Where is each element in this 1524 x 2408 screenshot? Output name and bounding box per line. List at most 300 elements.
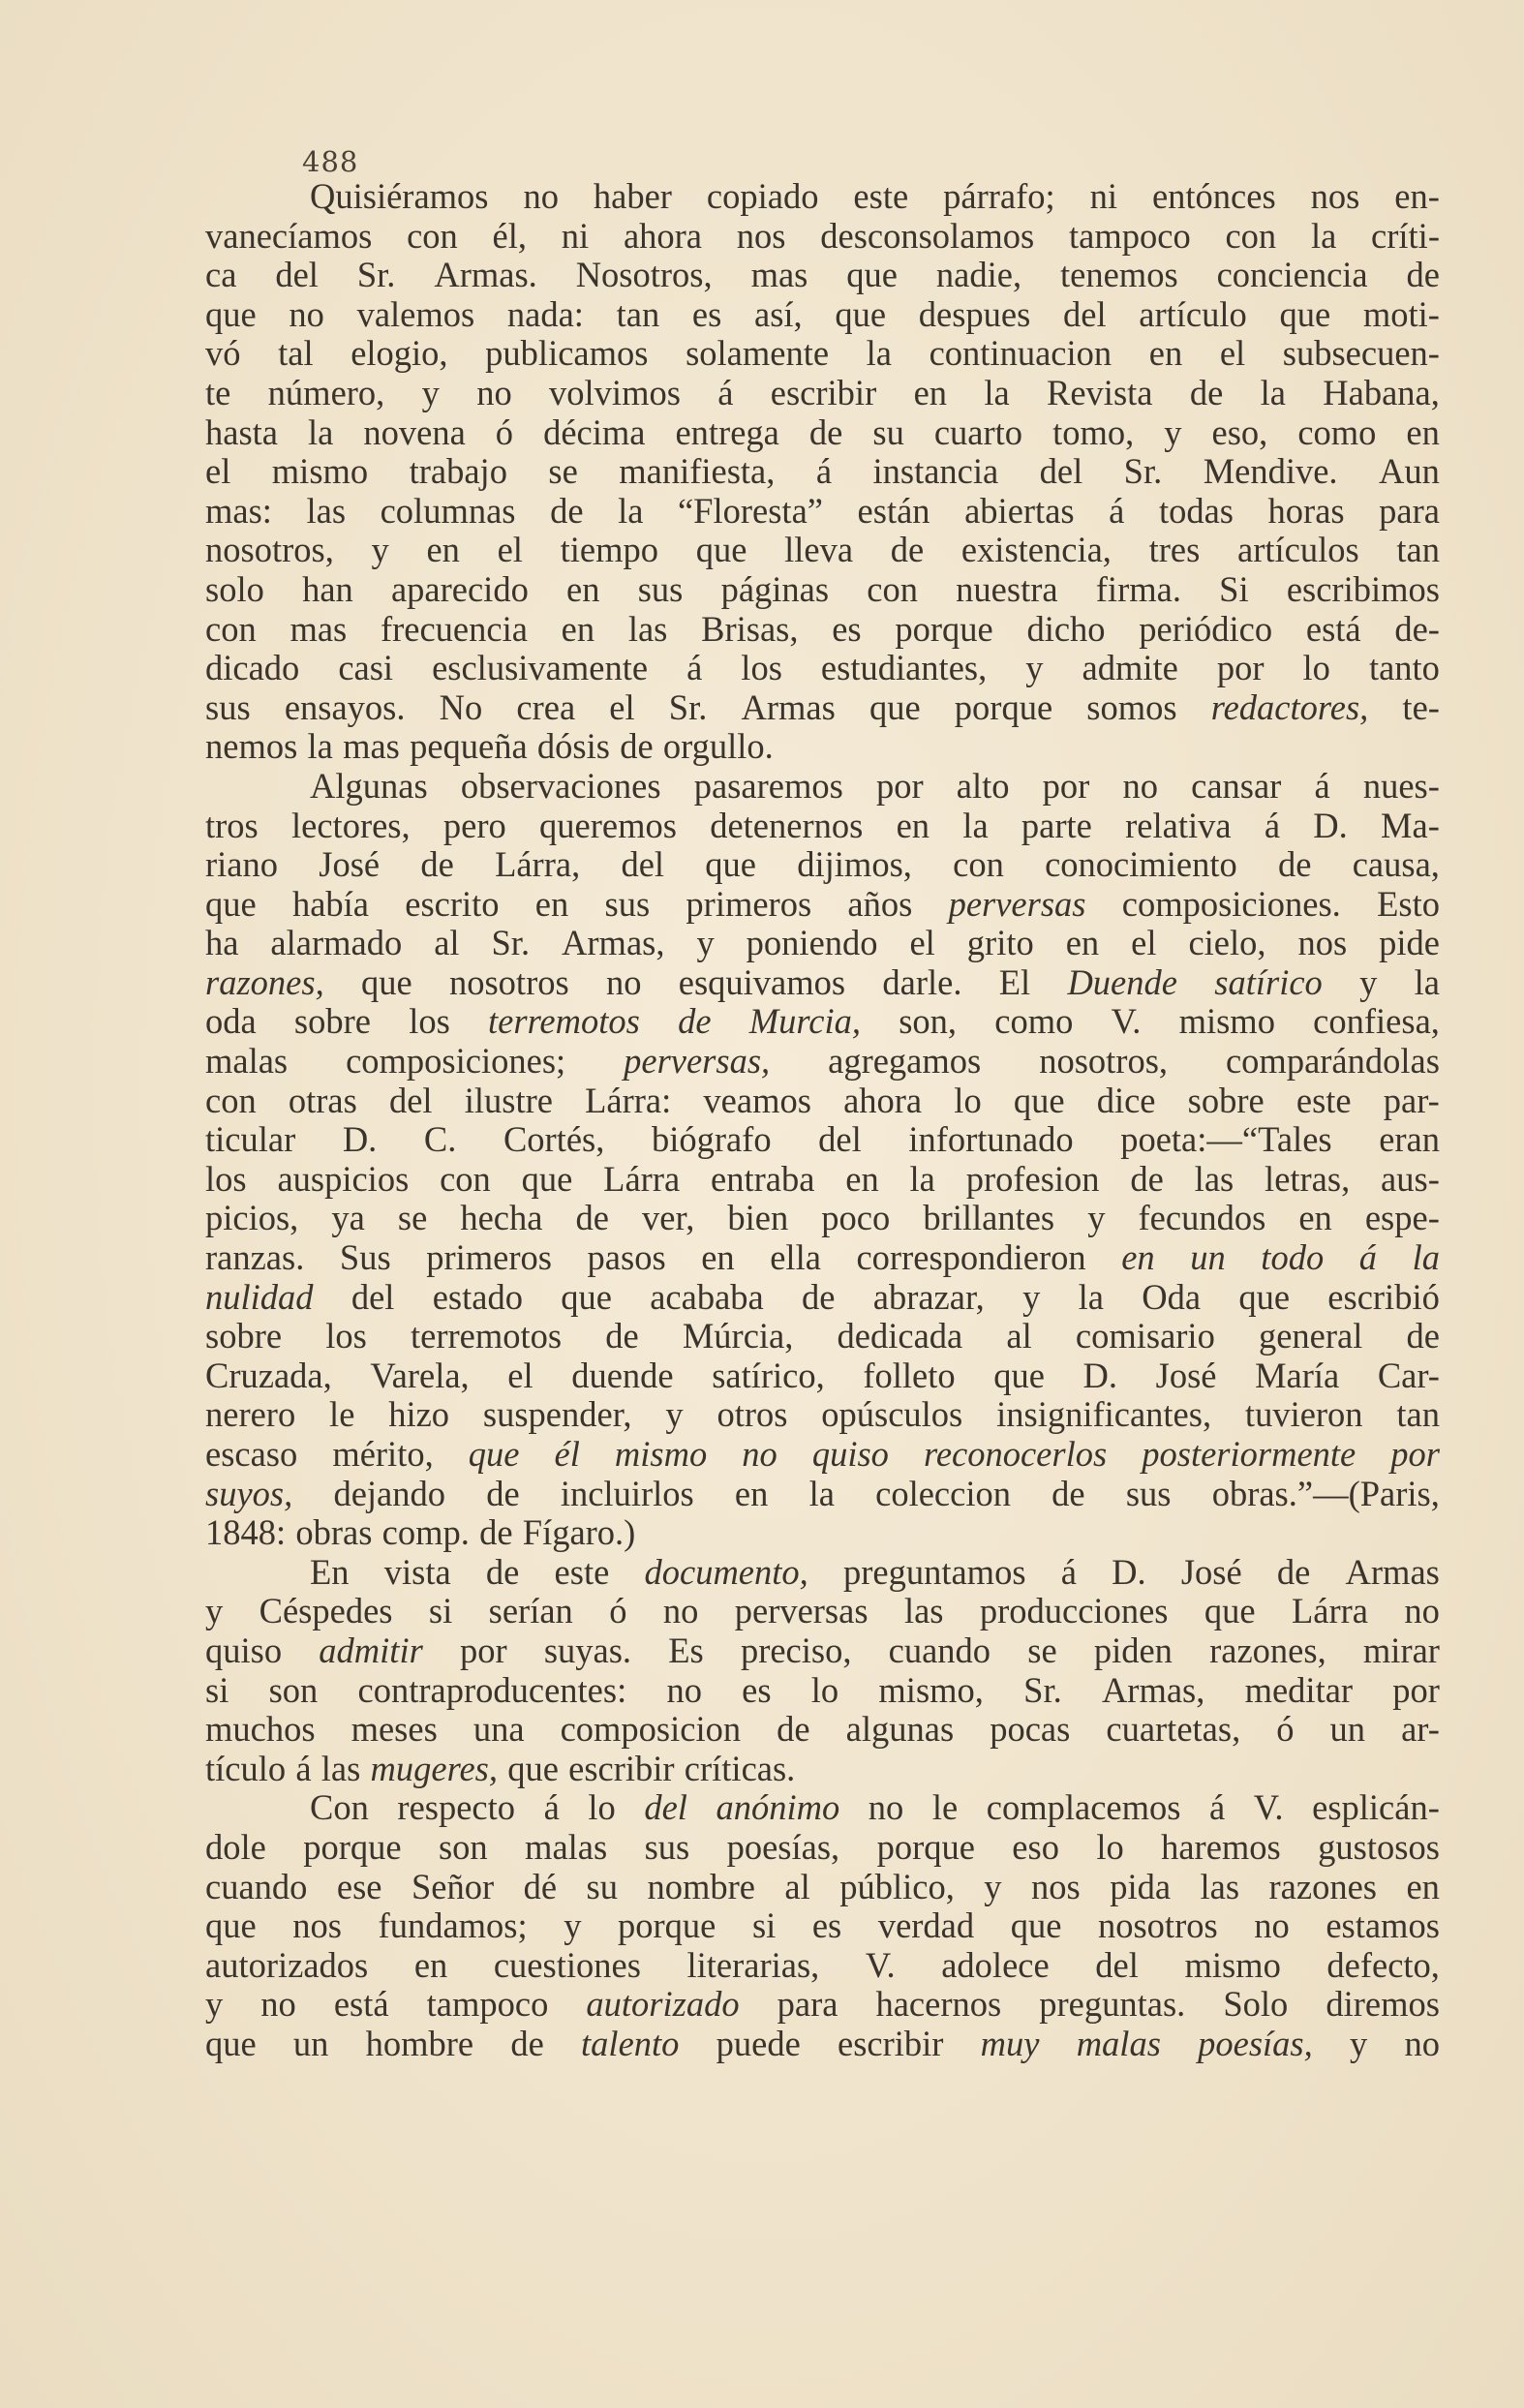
word: no <box>1122 765 1158 806</box>
word: á <box>295 1748 312 1788</box>
italic-word: muy <box>980 2023 1040 2063</box>
word: que <box>521 1158 573 1199</box>
word: le <box>329 1394 355 1435</box>
word: lo <box>810 1669 839 1710</box>
word: malas <box>525 1826 608 1867</box>
word: C. <box>423 1119 457 1160</box>
word: contraproducentes: <box>357 1669 627 1710</box>
word: poeta:—“Tales <box>1120 1119 1332 1160</box>
word: nerero <box>205 1394 296 1435</box>
word: mirar <box>1362 1630 1440 1670</box>
word: oda <box>205 1001 257 1042</box>
word: en <box>1406 411 1440 452</box>
word: es <box>832 608 862 649</box>
word: Mendive. <box>1203 451 1338 492</box>
word: escribió <box>1327 1276 1440 1317</box>
word: las <box>306 490 347 531</box>
word: una <box>472 1709 525 1750</box>
word: despues <box>918 293 1031 334</box>
italic-word: la <box>1412 1237 1440 1278</box>
word: no <box>289 293 324 334</box>
word: dedicada <box>837 1316 963 1356</box>
word: el <box>205 451 231 492</box>
word: se <box>548 451 578 492</box>
word: y <box>421 372 440 412</box>
word: con <box>867 568 918 609</box>
word: solamente <box>686 333 830 374</box>
word: ha <box>205 923 239 963</box>
word: en <box>1148 333 1183 374</box>
word: diremos <box>1326 1984 1440 2025</box>
word: piden <box>1093 1630 1173 1670</box>
text-line <box>205 649 1440 688</box>
text-line <box>205 1631 1440 1671</box>
word: Esto <box>1377 883 1440 924</box>
italic-word: mismo <box>614 1434 708 1474</box>
word: ni <box>561 215 590 256</box>
word: lectores, <box>291 805 411 845</box>
word: trabajo <box>409 451 507 492</box>
word: periódico <box>1139 608 1273 649</box>
word: á <box>717 372 734 412</box>
word: Si <box>1219 568 1249 609</box>
italic-word: Duende <box>1067 961 1177 1002</box>
word: publicamos <box>485 333 649 374</box>
word: V. <box>1111 1001 1142 1042</box>
word: composiciones; <box>346 1041 566 1082</box>
word: nadie, <box>935 255 1022 295</box>
word: razones <box>1268 1866 1377 1906</box>
word: Aun <box>1379 451 1440 492</box>
word: muchos <box>205 1709 316 1750</box>
word: nuestra <box>956 568 1058 609</box>
word: ensayos. <box>284 686 406 727</box>
word: poniendo <box>746 923 878 963</box>
word: primeros <box>426 1237 552 1278</box>
word: es <box>742 1669 772 1710</box>
word: hizo <box>388 1394 450 1435</box>
italic-word: autorizado <box>586 1984 740 2025</box>
italic-word: él <box>554 1434 580 1474</box>
word: del <box>275 255 319 295</box>
italic-word: satírico <box>1214 961 1323 1002</box>
word: elogio, <box>351 333 448 374</box>
word: en <box>845 1158 879 1199</box>
word: por <box>1216 648 1265 688</box>
italic-word: terremotos <box>488 1001 640 1042</box>
word: párrafo; <box>943 176 1055 216</box>
word: manifiesta, <box>619 451 776 492</box>
word: satírico, <box>712 1355 825 1395</box>
word: un <box>292 2023 329 2063</box>
word: está <box>333 1984 389 2025</box>
word: pocas <box>990 1709 1071 1750</box>
word: á <box>686 648 703 688</box>
word: meditar <box>1244 1669 1354 1710</box>
word: Múrcia, <box>682 1316 794 1356</box>
word: adolece <box>941 1944 1050 1985</box>
word: entraba <box>711 1158 815 1199</box>
word: escrito <box>405 883 500 924</box>
italic-word: posteriormente <box>1142 1434 1356 1474</box>
word: José <box>319 844 381 885</box>
word: valemos <box>356 293 475 334</box>
word: su <box>872 411 904 452</box>
word: con <box>407 215 458 256</box>
word: para <box>777 1984 838 2025</box>
word: incluirlos <box>560 1473 694 1513</box>
word: tros <box>205 805 259 845</box>
word: solo <box>205 568 264 609</box>
word: de <box>1406 1316 1440 1356</box>
word: las <box>903 1591 944 1631</box>
text-line <box>205 531 1440 570</box>
word: esplicán- <box>1312 1787 1440 1828</box>
italic-word: que <box>468 1434 520 1474</box>
word: tan <box>616 293 660 334</box>
word: cuando <box>888 1630 991 1670</box>
text-line <box>205 845 1440 885</box>
word: las <box>1200 1866 1240 1906</box>
word: porque <box>895 608 993 649</box>
word: Car- <box>1377 1355 1440 1395</box>
word: existencia, <box>960 530 1112 570</box>
word: Céspedes <box>259 1591 393 1631</box>
italic-word: razones, <box>205 961 324 1002</box>
italic-word: á <box>1358 1237 1378 1278</box>
word: artículo <box>1139 293 1247 334</box>
text-line <box>205 1199 1440 1238</box>
word: composicion <box>560 1709 742 1750</box>
word: lo <box>954 1080 982 1120</box>
word: no <box>868 1787 904 1828</box>
word: mismo, <box>878 1669 984 1710</box>
word: moti- <box>1362 293 1440 334</box>
word: este <box>554 1551 610 1592</box>
word: por <box>875 765 924 806</box>
word: nosotros, <box>1039 1041 1169 1082</box>
word: general <box>1258 1316 1363 1356</box>
word: dole <box>205 1826 266 1867</box>
word: cuestiones <box>493 1944 641 1985</box>
text-line <box>205 570 1440 610</box>
word: preguntas. <box>1039 1984 1186 2025</box>
text-line <box>205 295 1440 335</box>
text-line <box>205 1513 1440 1553</box>
word: aus- <box>1381 1158 1440 1199</box>
word: pasos <box>587 1237 666 1278</box>
word: No <box>439 686 483 727</box>
word: poco <box>821 1198 891 1238</box>
word: de <box>420 844 454 885</box>
text-line <box>205 885 1440 925</box>
word: de <box>1406 255 1440 295</box>
word: tampoco <box>426 1984 549 2025</box>
word: Sr. <box>1123 451 1163 492</box>
word: la <box>308 411 334 452</box>
word: de <box>485 1551 520 1592</box>
text-line <box>205 452 1440 492</box>
word: fundamos; <box>378 1905 528 1946</box>
word: par- <box>1383 1080 1440 1120</box>
word: en <box>1298 1198 1332 1238</box>
word: del <box>621 844 665 885</box>
word: que <box>1010 1905 1062 1946</box>
word: Lárra: <box>585 1080 672 1120</box>
word: lo <box>1302 648 1330 688</box>
word: opúsculos <box>821 1394 963 1435</box>
word: el <box>1131 923 1157 963</box>
text-line <box>205 1278 1440 1318</box>
word: nosotros <box>1097 1905 1218 1946</box>
word: queremos <box>539 805 677 845</box>
text-line <box>205 1592 1440 1631</box>
word: eran <box>1379 1119 1440 1160</box>
text-line <box>205 1238 1440 1278</box>
word: escribir <box>568 1748 675 1788</box>
word: el <box>609 686 635 727</box>
italic-word: documento, <box>644 1551 808 1592</box>
word: la <box>808 1473 835 1513</box>
word: D. <box>1313 805 1348 845</box>
word: en- <box>1394 176 1440 216</box>
word: comp. <box>381 1512 470 1553</box>
word: columnas <box>380 490 516 531</box>
word: malas <box>205 1041 289 1082</box>
text-line <box>205 1710 1440 1750</box>
word: en <box>1406 1866 1440 1906</box>
word: veamos <box>703 1080 811 1120</box>
word: de <box>605 1316 639 1356</box>
text-line <box>205 1317 1440 1356</box>
word: Armas, <box>1101 1669 1205 1710</box>
word: á <box>543 1787 560 1828</box>
italic-word: poesías, <box>1198 2023 1313 2063</box>
word: lo <box>588 1787 616 1828</box>
word: estamos <box>1326 1905 1440 1946</box>
word: lleva <box>784 530 854 570</box>
word: está <box>1305 608 1361 649</box>
word: horas <box>1267 490 1345 531</box>
word: páginas <box>720 568 830 609</box>
word: esclusivamente <box>432 648 649 688</box>
word: autorizados <box>205 1944 369 1985</box>
word: que <box>846 255 898 295</box>
word: novena <box>363 411 466 452</box>
word: ver, <box>642 1198 695 1238</box>
word: ni <box>1089 176 1117 216</box>
italic-word: talento <box>581 2023 680 2063</box>
italic-word: quiso <box>811 1434 889 1474</box>
text-line <box>205 1788 1440 1828</box>
word: comisario <box>1075 1316 1215 1356</box>
word: suyas. <box>543 1630 632 1670</box>
word: en <box>426 530 460 570</box>
word: quiso <box>205 1630 283 1670</box>
text-line <box>205 1985 1440 2025</box>
word: abrazar, <box>872 1276 985 1317</box>
word: tan <box>1396 530 1440 570</box>
word: literarias, <box>686 1944 820 1985</box>
word: letras, <box>1265 1158 1351 1199</box>
word: tuvieron <box>1244 1394 1363 1435</box>
word: Habana, <box>1323 372 1440 412</box>
word: los <box>325 1316 367 1356</box>
word: Es <box>668 1630 704 1670</box>
word: obras <box>295 1512 373 1553</box>
word: que <box>1279 293 1331 334</box>
text-line <box>205 1750 1440 1789</box>
word: la <box>909 1158 935 1199</box>
word: en <box>1065 923 1100 963</box>
word: producciones <box>979 1591 1169 1631</box>
italic-word: todo <box>1261 1237 1325 1278</box>
word: haremos <box>1161 1826 1281 1867</box>
body-text <box>205 177 1440 2064</box>
word: de <box>1130 1158 1164 1199</box>
word: Cruzada, <box>205 1355 332 1395</box>
text-line <box>205 492 1440 532</box>
word: como <box>1297 411 1377 452</box>
word: no <box>260 1984 296 2025</box>
word: estudiantes, <box>820 648 988 688</box>
word: que <box>869 686 921 727</box>
word: que <box>507 1748 559 1788</box>
word: sus <box>205 686 251 727</box>
word: Lárra <box>603 1158 681 1199</box>
word: en <box>534 883 569 924</box>
word: aparecido <box>390 568 529 609</box>
word: poesías, <box>726 1826 840 1867</box>
word: Cortés, <box>503 1119 605 1160</box>
text-line <box>205 1082 1440 1121</box>
word: de <box>550 490 584 531</box>
word: D. <box>1112 1551 1146 1592</box>
word: este <box>853 176 909 216</box>
word: vista <box>383 1551 451 1592</box>
italic-word: por <box>1390 1434 1440 1474</box>
page-number: 488 <box>302 145 359 178</box>
word: décima <box>543 411 646 452</box>
word: al <box>1006 1316 1032 1356</box>
word: de <box>1276 1551 1311 1592</box>
word: no <box>662 1591 699 1631</box>
text-line <box>205 1828 1440 1868</box>
text-line <box>205 688 1440 728</box>
word: Armas, <box>562 923 665 963</box>
word: conciencia <box>1216 255 1368 295</box>
word: obras.”—(Paris, <box>1211 1473 1440 1513</box>
word: que <box>205 2023 257 2063</box>
word: ahora <box>623 215 702 256</box>
word: eso <box>1012 1826 1059 1867</box>
word: cansar <box>1191 765 1282 806</box>
word: El <box>998 961 1031 1002</box>
word: nada: <box>506 293 584 334</box>
word: preguntamos <box>842 1551 1026 1592</box>
word: años <box>847 883 913 924</box>
word: complacemos <box>986 1787 1181 1828</box>
italic-word: Murcia, <box>748 1001 861 1042</box>
word: nosotros <box>448 961 569 1002</box>
word: sus <box>644 1826 690 1867</box>
word: del <box>1063 293 1107 334</box>
word: si <box>428 1591 453 1631</box>
word: la <box>1414 961 1440 1002</box>
word: causa, <box>1352 844 1440 885</box>
word: ó <box>609 1591 627 1631</box>
word: vanecíamos <box>205 215 373 256</box>
word: pasaremos <box>693 765 843 806</box>
word: nos <box>1310 176 1360 216</box>
word: dejando <box>333 1473 445 1513</box>
word: que <box>205 883 257 924</box>
word: con <box>205 608 257 649</box>
text-line <box>205 1002 1440 1042</box>
word: Varela, <box>370 1355 470 1395</box>
word: y <box>1025 648 1044 688</box>
word: del <box>818 1119 862 1160</box>
word: José <box>1155 1355 1217 1395</box>
word: hacernos <box>875 1984 1002 2025</box>
word: las <box>320 1748 361 1788</box>
word: los <box>409 1001 450 1042</box>
text-line <box>205 1946 1440 1986</box>
word: con <box>953 844 1004 885</box>
word: no <box>1404 2023 1440 2063</box>
word: el <box>497 530 523 570</box>
word: tomo, <box>1052 411 1135 452</box>
word: pida <box>1110 1866 1172 1906</box>
word: Sr. <box>668 686 708 727</box>
word: nues- <box>1362 765 1440 806</box>
word: V. <box>1253 1787 1284 1828</box>
word: “Floresta” <box>677 490 823 531</box>
word: á <box>1209 1787 1226 1828</box>
word: firma. <box>1095 568 1181 609</box>
word: de <box>802 1276 836 1317</box>
word: cuartetas, <box>1106 1709 1241 1750</box>
word: si <box>751 1905 777 1946</box>
word: mas <box>343 726 400 767</box>
word: que <box>1013 1080 1065 1120</box>
word: meses <box>351 1709 438 1750</box>
word: de <box>1278 844 1312 885</box>
word: dicado <box>205 648 300 688</box>
word: copiado <box>706 176 819 216</box>
word: han <box>302 568 353 609</box>
text-line <box>205 1906 1440 1946</box>
word: las <box>1194 1158 1234 1199</box>
word: José <box>1180 1551 1242 1592</box>
word: del <box>1095 1944 1139 1985</box>
text-line <box>205 1160 1440 1200</box>
text-line <box>205 1435 1440 1475</box>
word: comparándolas <box>1225 1041 1440 1082</box>
word: Armas <box>741 686 836 727</box>
word: nosotros, <box>205 530 334 570</box>
word: Armas. <box>434 255 537 295</box>
text-line <box>205 2025 1440 2064</box>
word: el <box>507 1355 533 1395</box>
word: en <box>561 608 595 649</box>
word: es <box>691 293 722 334</box>
word: del <box>1039 451 1083 492</box>
word: algunas <box>845 1709 955 1750</box>
word: parte <box>1021 805 1092 845</box>
word: de <box>890 530 925 570</box>
word: con <box>440 1158 491 1199</box>
